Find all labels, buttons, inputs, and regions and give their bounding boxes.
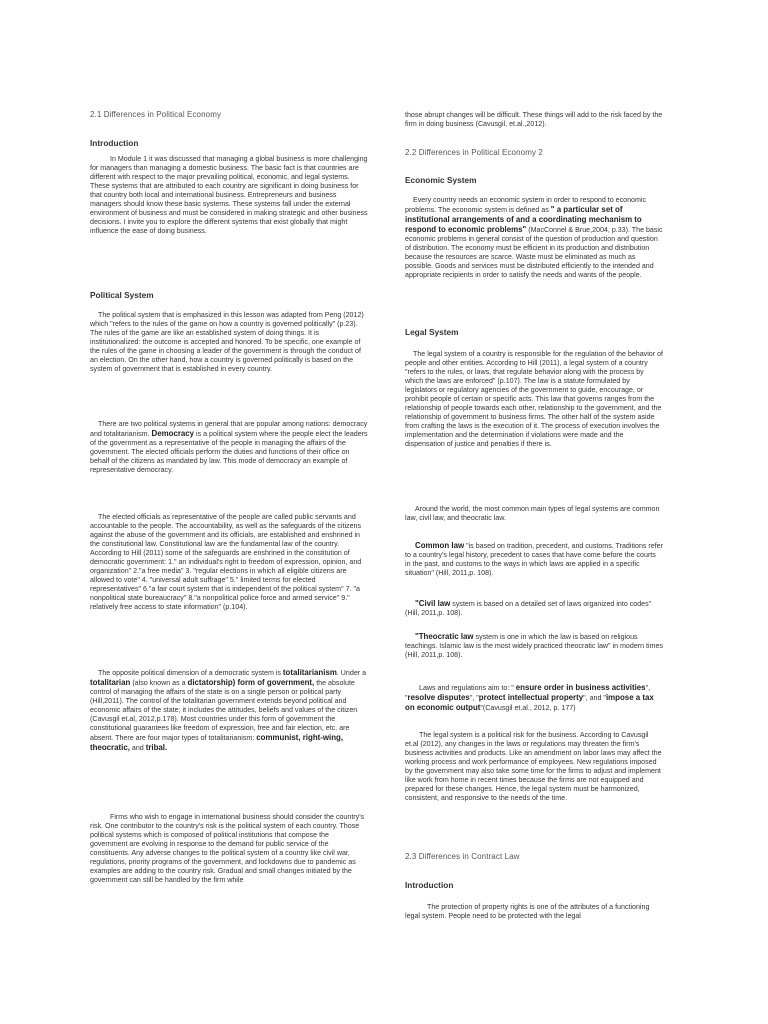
aim-tax: impose a tax on economic output <box>405 693 654 713</box>
paragraph-legal-2: Around the world, the most common main types of legal systems are common law, civil law, and theocratic law. <box>405 505 660 523</box>
text-run: the absolute control of managing the affairs of the state is on a single person or political party (Hill,2011). The control of the totalitarian government extends beyond political and economic affairs of the state; it includes the attitudes, beliefs and values of the citizen (Cavusgil et.al, 2012,p.178). Most countries under this form of government the constitutional guarantees like freedom of expression, free and fair election, etc. are absent. There are four major types of totalitarianism: <box>90 679 358 743</box>
paragraph-intro: In Module 1 it was discussed that managing a global business is more challenging for managers than managing a domestic business. The basic fact is that countries are different with respect to the major prevailing political, economic, and legal systems. These systems that are attributed to each country are significant in doing business for that country both local and international business. Entrepreneurs and business managers should know these basic systems. These systems fall under the external environment of business and must be considered in making strategic and other business decisions. I invite you to explore the different systems that exist globally that might influence the ease of doing business. <box>90 155 368 236</box>
text-run: ", " <box>469 694 479 703</box>
paragraph-political-1: The political system that is emphasized in this lesson was adapted from Peng (2012) which "refers to the rules of the game on how a country is governed politically" (p.23). The rules of the game are like an established system of doing things. It is institutionalized: the outcome is accepted and honored. To be specific, one example of the rules of the game in choosing a leader of the government is through the conduct of an election. On the other hand, how a country is governed politically is based on the system of government that is established in every country. <box>90 311 364 374</box>
aim-property: protect intellectual property <box>478 693 584 703</box>
text-run: system is based on a detailed set of laws organized into codes" (Hill, 2011,p. 108). <box>405 600 652 618</box>
paragraph-laws-aims <box>405 683 663 713</box>
text-run: "(Cavusgil et.al., 2012, p. 177) <box>480 704 576 713</box>
paragraph-political-5: Firms who wish to engage in international business should consider the country's risk. One contributor to the country's risk is the political system of each country. Those political systems which is composed of political institutions that compose the government are evolving in response to the demand for public service of the constituents. Any adverse changes to the political system of a country like civil war, regulations, priority programs of the government, and lockdowns due to pandemic as examples are adding to the country risk. Gradual and small changes initiated by the government can still be handled by the firm while <box>90 813 365 885</box>
paragraph-political-4 <box>90 668 368 753</box>
term-democracy: Democracy <box>151 429 195 439</box>
text-run: system is one in which the law is based on religious teachings. Islamic law is the most widely practiced theocratic law" in modern times (Hill, 2011,p. 108). <box>405 633 663 660</box>
paragraph-legal-risk: The legal system is a political risk for the business. According to Cavusgil et.al (2012), any changes in the laws or regulations may threaten the firm's business activities and products. Like an amendment on labor laws may affect the working process and work performance of employees. New regulations imposed by the government may also take some time for the firms to adjust and implement like work from home in recent times because the firms are not equipped and prepared for these changes. Hence, the legal system must be harmonized, consistent, and responsive to the needs of the time. <box>405 731 662 803</box>
paragraph-civil-law <box>405 599 663 618</box>
economic-system-definition: " a particular set of institutional arrangements of and a coordinating mechanism to respond to economic problems" <box>405 205 642 235</box>
heading-political-system: Political System <box>90 290 154 300</box>
term-tribal: tribal. <box>145 743 168 753</box>
term-totalitarian: totalitarian <box>90 678 131 688</box>
term-types: communist, right-wing, theocratic, <box>90 733 344 753</box>
paragraph-political-3: The elected officials as representative of the people are called public servants and accountable to the people. The accountability, as well as the safeguards of the citizens against the abuse of the government and its officials, are established and enshrined in the constitutional law. Constitutional law are the fundamental law of the country. According to Hill (2011) some of the safeguards are enshrined in the constitution of democratic government: 1." an individual's right to freedom of expression, opinion, and organization" 2."a free media" 3. "regular elections in which all eligible citizens are allowed to vote" 4. "universal adult suffrage" 5." limited terms for elected representatives" 6."a fair court system that is independent of the political system" 7. "a nonpolitical state bureaucracy" 8."a nonpolitical police force and armed service" 9." relatively free access to state information" (p.104). <box>90 513 362 612</box>
paragraph-political-2 <box>90 420 368 475</box>
aim-order: ensure order in business activities <box>515 683 646 692</box>
section-title-2-1: 2.1 Differences in Political Economy <box>90 110 222 119</box>
paragraph-theocratic-law <box>405 632 663 660</box>
term-totalitarianism: totalitarianism <box>282 668 337 677</box>
text-run: (MacConnel & Brue,2004, p.33). The basic economic problems in general consist of the question of production and question of distribution. The economy must be efficient in its production and distribution because the resources are scarce. Waste must be eliminated as much as possible. Goods and services must be distributed efficiently to the intended and appropriate recipients in order to satisfy the needs and wants of the people. <box>405 226 663 280</box>
text-run: . Under a <box>336 669 367 677</box>
paragraph-continued: those abrupt changes will be difficult. These things will add to the risk faced by the firm in doing business (Cavusgil, et.al.,2012). <box>405 111 663 129</box>
paragraph-economic <box>405 196 663 280</box>
heading-legal-system: Legal System <box>405 327 459 337</box>
aim-disputes: resolve disputes <box>407 693 470 703</box>
section-title-2-2: 2.2 Differences in Political Economy 2 <box>405 148 543 157</box>
paragraph-common-law <box>405 541 663 578</box>
heading-introduction: Introduction <box>90 138 139 148</box>
text-run: is a political system where the people elect the leaders of the government as a representative of the people in managing the affairs of the government. The elected officials perform the duties and functions of their office on behalf of the citizens as mandated by law. This mode of democracy an example of representative democracy. <box>90 430 368 475</box>
text-run: ", and " <box>583 694 606 703</box>
text-run: Laws and regulations aim to: " <box>419 684 516 692</box>
term-dictatorship: dictatorship) form of government, <box>187 678 315 688</box>
paragraph-legal-1: The legal system of a country is responsible for the regulation of the behavior of people and other entities. According to Hill (2011), a legal system of a country "refers to the rules, or laws, that regulate behavior along with the process by which the laws are enforced" (p.107). The law is a statute formulated by legislators or regulatory agencies of the government to guide, encourage, or prohibit people of certain or specific acts. This law that governs ranges from the relationship of people towards each other, relationship to the government, and the relationship of government to business firms. The other half of the system aside from crafting the laws is the execution of it. The process of execution involves the implementation and the determination if violations were made and the dispensation of justice and penalties if there is. <box>405 350 663 449</box>
text-run: "is based on tradition, precedent, and customs. Traditions refer to a country's legal history, precedent to cases that have come before the courts in the past, and customs to the ways in which laws are applied in a specific situation" (Hill, 2011,p. 108). <box>405 542 663 578</box>
section-title-2-3: 2.3 Differences in Contract Law <box>405 852 520 861</box>
heading-introduction-2: Introduction <box>405 880 454 890</box>
heading-economic-system: Economic System <box>405 175 477 185</box>
text-run: There are two political systems in general that are popular among nations: democracy and totalitarianism. <box>90 420 368 439</box>
text-run: (also known as a <box>130 679 188 688</box>
paragraph-contract-intro: The protection of property rights is one of the attributes of a functioning legal system. People need to be protected with the legal <box>405 903 650 921</box>
text-run: ", " <box>405 684 651 703</box>
text-run: and <box>129 744 146 753</box>
text-run: The opposite political dimension of a democratic system is <box>98 669 283 677</box>
term-civil-law: "Civil law <box>415 599 451 608</box>
term-common-law: Common law <box>415 541 465 550</box>
text-run: Every country needs an economic system in order to respond to economic problems. The economic system is defined as <box>405 196 647 215</box>
term-theocratic-law: "Theocratic law <box>415 632 474 641</box>
